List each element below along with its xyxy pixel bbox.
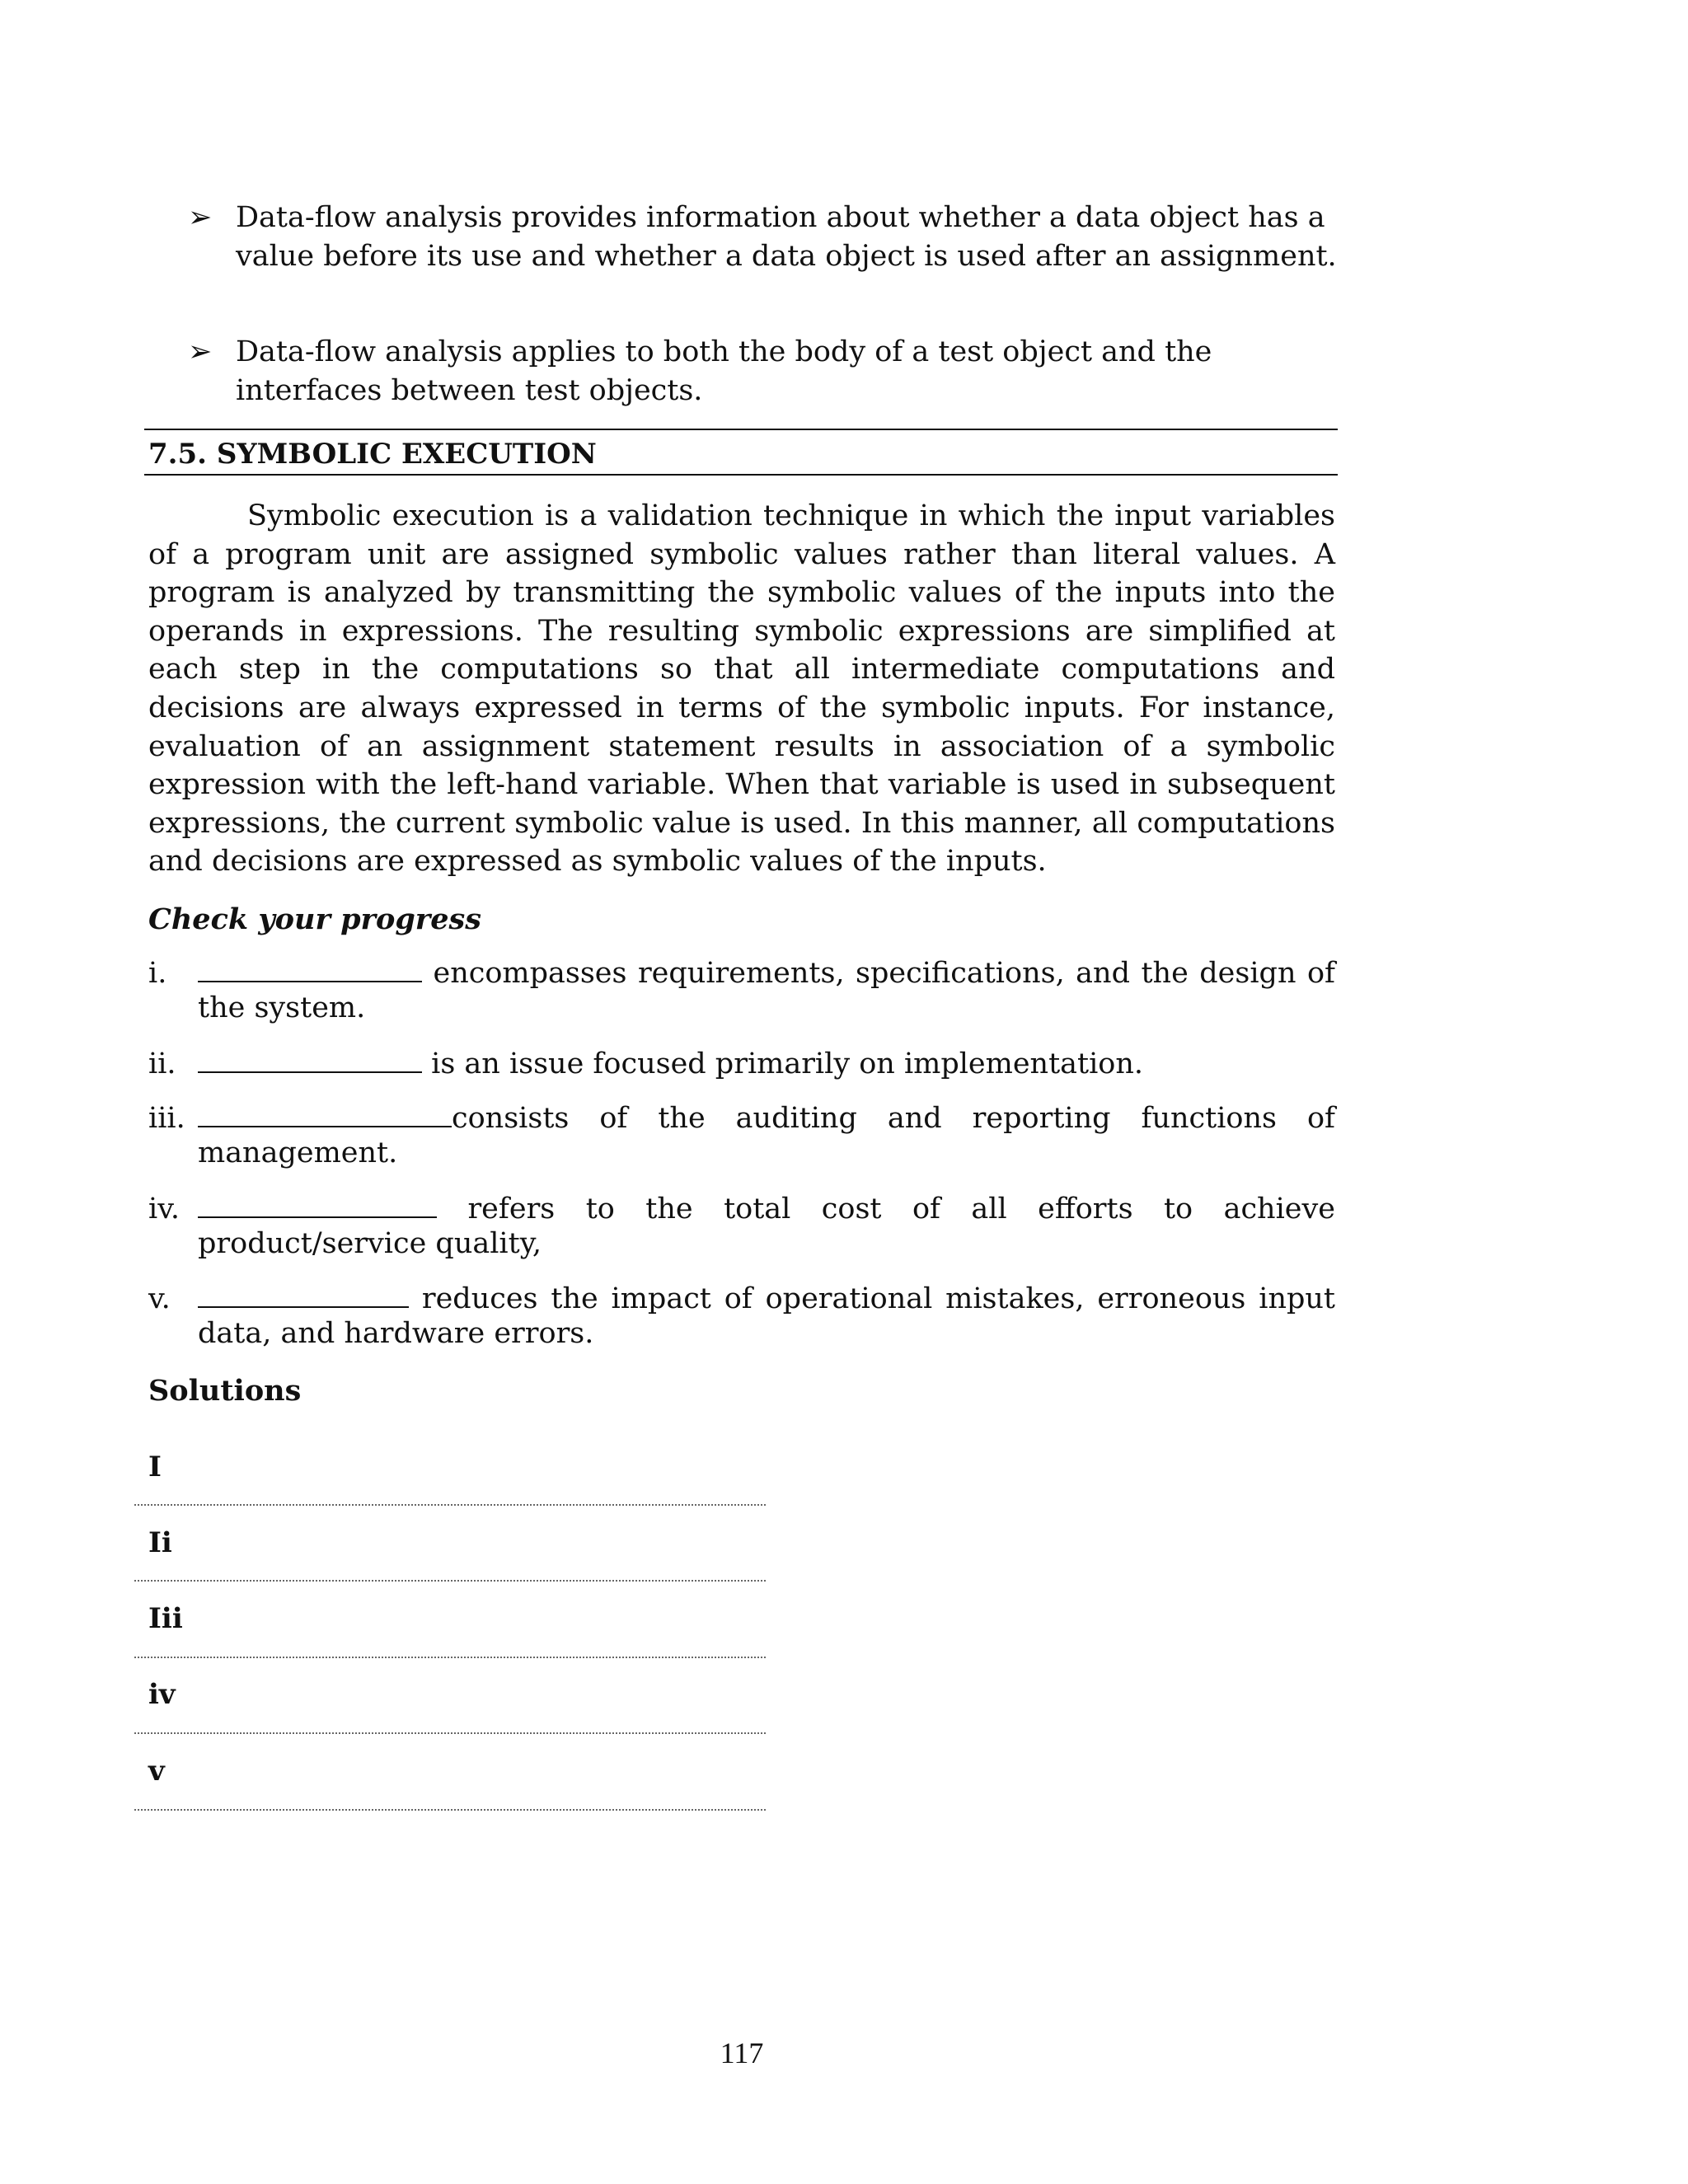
question-number: iv. [148, 1193, 180, 1226]
answer-blank[interactable] [198, 1283, 409, 1308]
question-text: refers to the total cost of all efforts to achieve product/service quality, [198, 1193, 1335, 1260]
solution-label: Iii [148, 1602, 183, 1635]
question-text: is an issue focused primarily on implementation. [422, 1047, 1144, 1080]
check-progress-title: Check your progress [148, 902, 481, 936]
heading-top-rule [144, 429, 1338, 430]
question-text: encompasses requirements, specifications, and the design of the system. [198, 957, 1335, 1024]
question-number: ii. [148, 1047, 176, 1080]
question-number: v. [148, 1282, 171, 1315]
section-heading: 7.5. SYMBOLIC EXECUTION [148, 438, 597, 471]
question-item [148, 956, 1335, 1025]
solution-answer-line[interactable] [134, 1732, 766, 1734]
question-content [198, 1047, 1335, 1081]
question-content [198, 956, 1335, 1025]
section-paragraph: Symbolic execution is a validation technique in which the input variables of a program unit are assigned symbolic values rather than literal values. A program is analyzed by transmitting the symbolic values of the inputs into the operands in expressions. The resulting symbolic expressions are simplified at each step in the computations so that all intermediate computations and decisions are always expressed in terms of the symbolic inputs. For instance, evaluation of an assignment statement results in association of a symbolic expression with the left-hand variable. When that variable is used in subsequent expressions, the current symbolic value is used. In this manner, all computations and decisions are expressed as symbolic values of the inputs. [148, 499, 1335, 879]
solution-label: Ii [148, 1526, 172, 1559]
bullet-item [188, 199, 1342, 276]
question-content [198, 1192, 1335, 1261]
solution-answer-line[interactable] [134, 1504, 766, 1506]
question-text: consists of the auditing and reporting functions of management. [198, 1102, 1335, 1169]
answer-blank[interactable] [198, 1048, 422, 1073]
question-item [148, 1101, 1335, 1170]
heading-bottom-rule [144, 474, 1338, 476]
question-item [148, 1047, 1335, 1081]
question-content [198, 1101, 1335, 1170]
solution-answer-line[interactable] [134, 1809, 766, 1811]
solution-label: v [148, 1755, 165, 1788]
question-text: reduces the impact of operational mistakes, erroneous input data, and hardware errors. [198, 1282, 1335, 1350]
bullet-text: Data-flow analysis provides information about whether a data object has a value before its use and whether a data object is used after an assignment. [236, 201, 1337, 273]
arrow-bullet-icon: ➢ [188, 201, 213, 234]
solution-answer-line[interactable] [134, 1580, 766, 1582]
solution-label: I [148, 1451, 162, 1483]
answer-blank[interactable] [198, 1193, 437, 1218]
question-number: i. [148, 957, 167, 990]
bullet-text: Data-flow analysis applies to both the body of a test object and the interfaces between test objects. [236, 335, 1212, 407]
question-item [148, 1192, 1335, 1261]
question-content [198, 1282, 1335, 1351]
arrow-bullet-icon: ➢ [188, 335, 213, 368]
answer-blank[interactable] [198, 1103, 452, 1127]
solutions-title: Solutions [148, 1374, 302, 1408]
question-number: iii. [148, 1102, 185, 1135]
solution-answer-line[interactable] [134, 1657, 766, 1658]
bullet-item [188, 333, 1342, 410]
page-number: 117 [720, 2036, 764, 2069]
question-item [148, 1282, 1335, 1351]
answer-blank[interactable] [198, 958, 422, 982]
solution-label: iv [148, 1678, 176, 1711]
